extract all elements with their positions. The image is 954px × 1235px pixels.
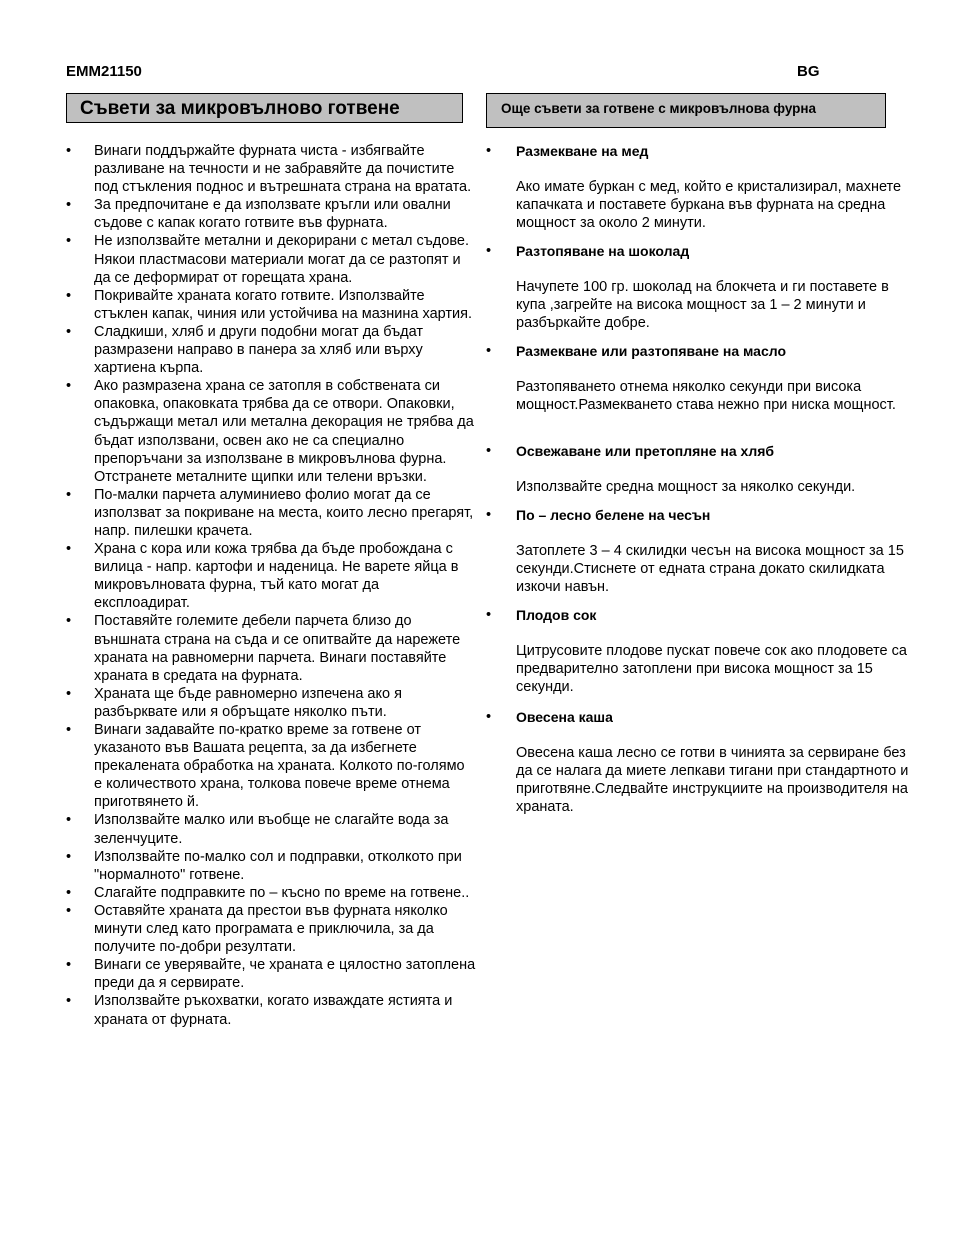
tip-heading: Плодов сок xyxy=(516,607,597,623)
bullet-icon: • xyxy=(486,143,492,159)
bullet-icon: • xyxy=(66,378,72,395)
tip-text: Използвайте средна мощност за няколко секунди. xyxy=(516,479,856,495)
tip-heading: Размекване на мед xyxy=(516,143,649,159)
bullet-icon: • xyxy=(66,541,72,558)
bullet-icon: • xyxy=(486,507,492,523)
list-item: • Използвайте по-малко сол и подправки, отколкото при "нормалното" готвене. xyxy=(66,848,462,883)
list-item: • Оставяйте храната да престои във фурната няколко минути след като програмата е приключила, за да получите по-добри резултати. xyxy=(66,902,448,956)
list-item: • Винаги задавайте по-кратко време за готвене от указаното във Вашата рецепта, за да избегнете прекалената обработка на храната. Колкото по-голямо е количеството храна, толкова повече време отнема приготвянето й. xyxy=(66,722,465,811)
tip-heading: Овесена каша xyxy=(516,709,613,725)
list-item: • Поставяйте големите дебели парчета близо до външната страна на съда и се опитвайте да нарежете храната на равномерни парчета. Винаги поставяйте храната в средата на фурната. xyxy=(66,613,461,684)
list-item: • Използвайте ръкохватки, когато изваждате ястията и храната от фурната. xyxy=(66,993,453,1028)
bullet-icon: • xyxy=(486,709,492,725)
tip-heading: Разтопяване на шоколад xyxy=(516,243,690,259)
list-item: • По-малки парчета алуминиево фолио могат да се използват за покриване на места, които лесно прегарят, напр. пилешки крачета. xyxy=(66,486,474,539)
list-item: • За предпочитане е да използвате кръгли или овални съдове с капак когато готвите във фурната. xyxy=(66,197,451,232)
tip-text: Затоплете 3 – 4 скилидки чесън на висока мощност за 15 секунди.Стиснете от едната страна докато скилидката изкочи навън. xyxy=(516,543,904,595)
list-item: • Винаги поддържайте фурната чиста - избягвайте разливане на течности и не забравяйте да почистите под стъкления поднос и вътрешната страна на вратата. xyxy=(66,143,472,196)
list-item: • Слагайте подправките по – късно по време на готвене.. xyxy=(66,884,470,901)
model-number: EMM21150 xyxy=(66,63,142,80)
tip-text: Начупете 100 гр. шоколад на блокчета и ги поставете в купа ,загрейте на висока мощност за 1 – 2 минути и разбъркайте добре. xyxy=(516,279,889,331)
bullet-icon: • xyxy=(66,233,72,250)
bullet-icon: • xyxy=(66,486,72,503)
bullet-icon: • xyxy=(66,613,72,630)
bullet-icon: • xyxy=(66,287,72,304)
tip-text: Ако имате буркан с мед, който е кристализирал, махнете капачката и поставете буркана във фурната на средна мощност за около 2 минути. xyxy=(516,179,902,231)
section-title-more-tips: Още съвети за готвене с микровълнова фурна xyxy=(486,93,886,128)
bullet-icon: • xyxy=(66,884,72,901)
bullet-icon: • xyxy=(66,143,72,159)
bullet-icon: • xyxy=(66,323,72,340)
list-item: • Сладкиши, хляб и други подобни могат да бъдат размразени направо в панера за хляб или върху хартиена кърпа. xyxy=(66,323,424,377)
tip-text: Овесена каша лесно се готви в чинията за сервиране без да се налага да миете лепкави тигани при стандартното и приготвяне.Следвайте инструкциите на производителя на храната. xyxy=(516,745,909,815)
tip-heading: Освежаване или претопляне на хляб xyxy=(516,443,775,459)
list-item: • Винаги се уверявайте, че храната е цялостно затоплена преди да я сервирате. xyxy=(66,957,476,992)
list-item: • Ако размразена храна се затопля в собствената си опаковка, опаковката трябва да се отвори. Опаковки, съдържащи метал или метална декорация не трябва да бъдат използвани, освен ако не са специално препоръчани за използване в микровълнова фурна. Отстранете металните щипки или телени връзки. xyxy=(66,378,474,485)
tip-chocolate xyxy=(486,242,920,332)
section-title-cooking-tips: Съвети за микровълново готвене xyxy=(66,93,463,123)
bullet-icon: • xyxy=(66,197,72,214)
bullet-icon: • xyxy=(486,607,492,623)
bullet-icon: • xyxy=(66,902,72,919)
tip-bread xyxy=(486,442,920,496)
list-item: • Използвайте малко или въобще не слагайте вода за зеленчуците. xyxy=(66,812,449,847)
bullet-icon: • xyxy=(66,993,72,1010)
tip-honey xyxy=(486,142,920,232)
bullet-icon: • xyxy=(486,443,492,459)
bullet-icon: • xyxy=(66,722,72,738)
tip-porridge xyxy=(486,708,920,816)
list-item: • Храната ще бъде равномерно изпечена ако я разбърквате или я обръщате няколко пъти. xyxy=(66,685,402,720)
tip-juice xyxy=(486,606,920,696)
list-item: • Храна с кора или кожа трябва да бъде пробождана с вилица - напр. картофи и наденица. Не варете яйца в микровълновата фурна, тъй като могат да експлоадират. xyxy=(66,541,459,612)
bullet-icon: • xyxy=(486,243,492,259)
list-item: • Покривайте храната когато готвите. Използвайте стъклен капак, чиния или устойчива на мазнина хартия. xyxy=(66,287,473,322)
bullet-icon: • xyxy=(66,957,72,974)
bullet-icon: • xyxy=(66,812,72,829)
tip-garlic xyxy=(486,506,920,596)
list-item: • Не използвайте метални и декорирани с метал съдове. Някои пластмасови материали могат да се разтопят и да се деформират от горещата храна. xyxy=(66,233,469,286)
tip-heading: По – лесно белене на чесън xyxy=(516,507,711,523)
bullet-icon: • xyxy=(486,343,492,359)
language-code: BG xyxy=(797,63,820,80)
tip-text: Цитрусовите плодове пускат повече сок ако плодовете са предварително затоплени при висока мощност за 15 секунди. xyxy=(516,643,907,695)
tip-butter xyxy=(486,342,920,414)
bullet-icon: • xyxy=(66,848,72,865)
bullet-icon: • xyxy=(66,685,72,702)
cooking-tips-list xyxy=(66,142,476,1029)
tip-text: Разтопяването отнема няколко секунди при висока мощност.Размекването става нежно при ниска мощност. xyxy=(516,379,896,413)
tip-heading: Размекване или разтопяване на масло xyxy=(516,343,786,359)
